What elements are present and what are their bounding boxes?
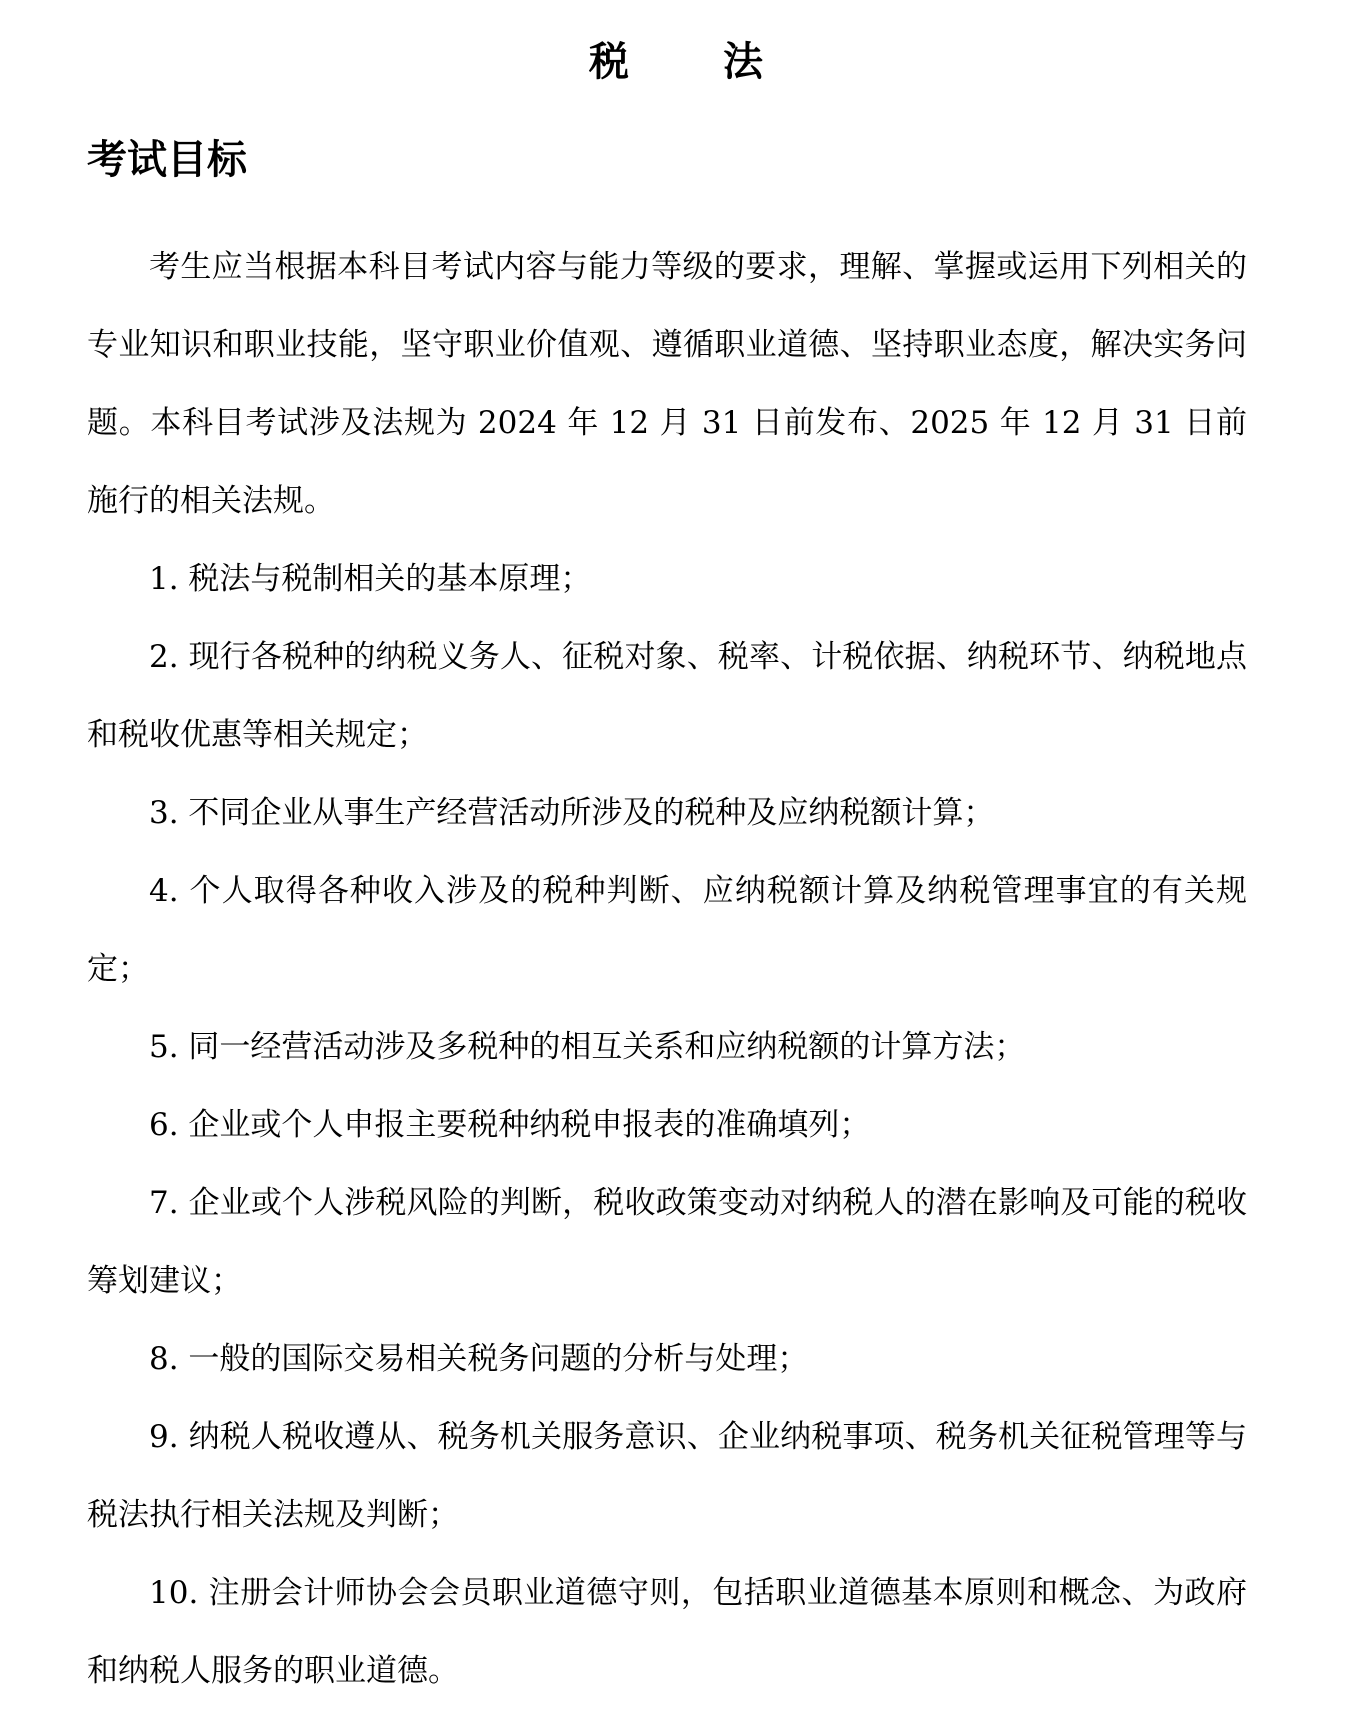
document-body <box>87 228 1247 1710</box>
list-item: 7. 企业或个人涉税风险的判断，税收政策变动对纳税人的潜在影响及可能的税收筹划建议； <box>87 1185 1247 1299</box>
list-item: 2. 现行各税种的纳税义务人、征税对象、税率、计税依据、纳税环节、纳税地点和税收优惠等相关规定； <box>87 639 1247 753</box>
intro-paragraph: 考生应当根据本科目考试内容与能力等级的要求，理解、掌握或运用下列相关的专业知识和职业技能，坚守职业价值观、遵循职业道德、坚持职业态度，解决实务问题。本科目考试涉及法规为 2024 年 12 月 31 日前发布、2025 年 12 月 31 日前施行的相关法规。 <box>87 249 1247 519</box>
list-item: 1. 税法与税制相关的基本原理； <box>149 561 592 597</box>
list-item: 9. 纳税人税收遵从、税务机关服务意识、企业纳税事项、税务机关征税管理等与税法执行相关法规及判断； <box>87 1419 1247 1533</box>
list-item: 10. 注册会计师协会会员职业道德守则，包括职业道德基本原则和概念、为政府和纳税人服务的职业道德。 <box>87 1575 1247 1689</box>
list-item: 5. 同一经营活动涉及多税种的相互关系和应纳税额的计算方法； <box>149 1029 1026 1065</box>
section-heading: 考试目标 <box>87 137 247 183</box>
list-item: 3. 不同企业从事生产经营活动所涉及的税种及应纳税额计算； <box>149 795 995 831</box>
list-item: 4. 个人取得各种收入涉及的税种判断、应纳税额计算及纳税管理事宜的有关规定； <box>87 873 1247 987</box>
document-title: 税 法 <box>589 38 803 85</box>
list-item: 6. 企业或个人申报主要税种纳税申报表的准确填列； <box>149 1107 871 1143</box>
list-item: 8. 一般的国际交易相关税务问题的分析与处理； <box>149 1341 809 1377</box>
